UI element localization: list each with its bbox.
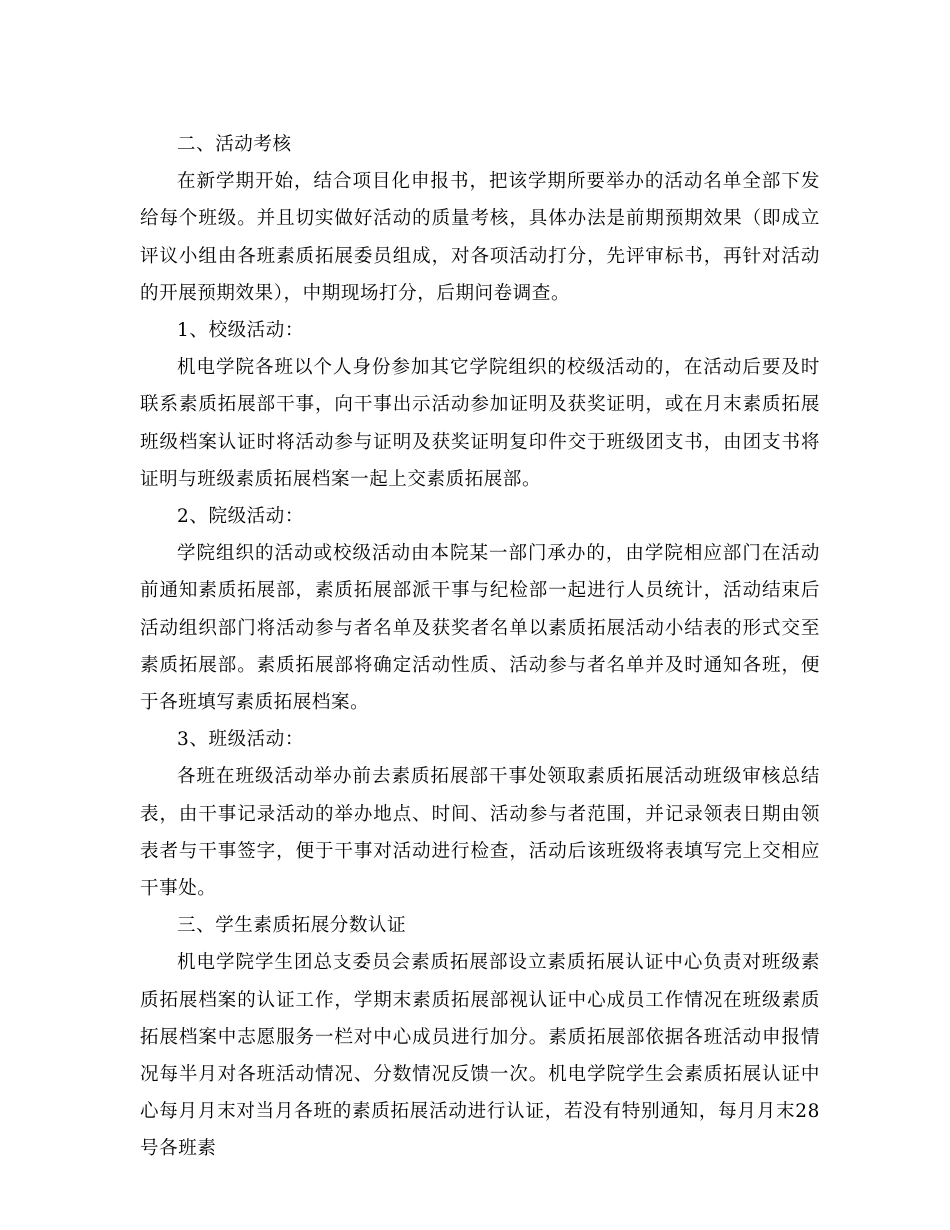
section-heading-score-certification: 三、学生素质拓展分数认证 xyxy=(177,915,407,937)
paragraph-score-certification: 机电学院学生团总支委员会素质拓展部设立素质拓展认证中心负责对班级素质拓展档案的认证工作，学期末素质拓展部视认证中心成员工作情况在班级素质拓展档案中志愿服务一栏对中心成员进行加分。素质拓展部依据各班活动申报情况每半月对各班活动情况、分数情况反馈一次。机电学院学生会素质拓展认证中心每月月末对当月各班的素质拓展活动进行认证，若没有特别通知，每月月末28号各班素 xyxy=(140,952,820,1160)
paragraph-class-level-activities: 各班在班级活动举办前去素质拓展部干事处领取素质拓展活动班级审核总结表，由干事记录活动的举办地点、时间、活动参与者范围，并记录领表日期由领表者与干事签字，便于干事对活动进行检查，活动后该班级将表填写完上交相应干事处。 xyxy=(140,766,820,900)
paragraph-college-level-activities: 学院组织的活动或校级活动由本院某一部门承办的，由学院相应部门在活动前通知素质拓展部，素质拓展部派干事与纪检部一起进行人员统计，活动结束后活动组织部门将活动参与者名单及获奖者名单以素质拓展活动小结表的形式交至素质拓展部。素质拓展部将确定活动性质、活动参与者名单并及时通知各班，便于各班填写素质拓展档案。 xyxy=(140,543,820,714)
document-body xyxy=(140,126,820,1168)
paragraph-school-level-activities: 机电学院各班以个人身份参加其它学院组织的校级活动的，在活动后要及时联系素质拓展部干事，向干事出示活动参加证明及获奖证明，或在月末素质拓展班级档案认证时将活动参与证明及获奖证明复印件交于班级团支书，由团支书将证明与班级素质拓展档案一起上交素质拓展部。 xyxy=(140,357,820,490)
subheading-college-level-activities: 2、院级活动： xyxy=(177,506,304,528)
subheading-class-level-activities: 3、班级活动： xyxy=(177,729,304,751)
paragraph-assessment-method: 在新学期开始，结合项目化申报书，把该学期所要举办的活动名单全部下发给每个班级。并且切实做好活动的质量考核，具体办法是前期预期效果（即成立评议小组由各班素质拓展委员组成，对各项活动打分，先评审标书，再针对活动的开展预期效果），中期现场打分，后期问卷调查。 xyxy=(140,171,820,304)
section-heading-activity-assessment: 二、活动考核 xyxy=(177,134,292,155)
subheading-school-level-activities: 1、校级活动： xyxy=(177,320,304,342)
